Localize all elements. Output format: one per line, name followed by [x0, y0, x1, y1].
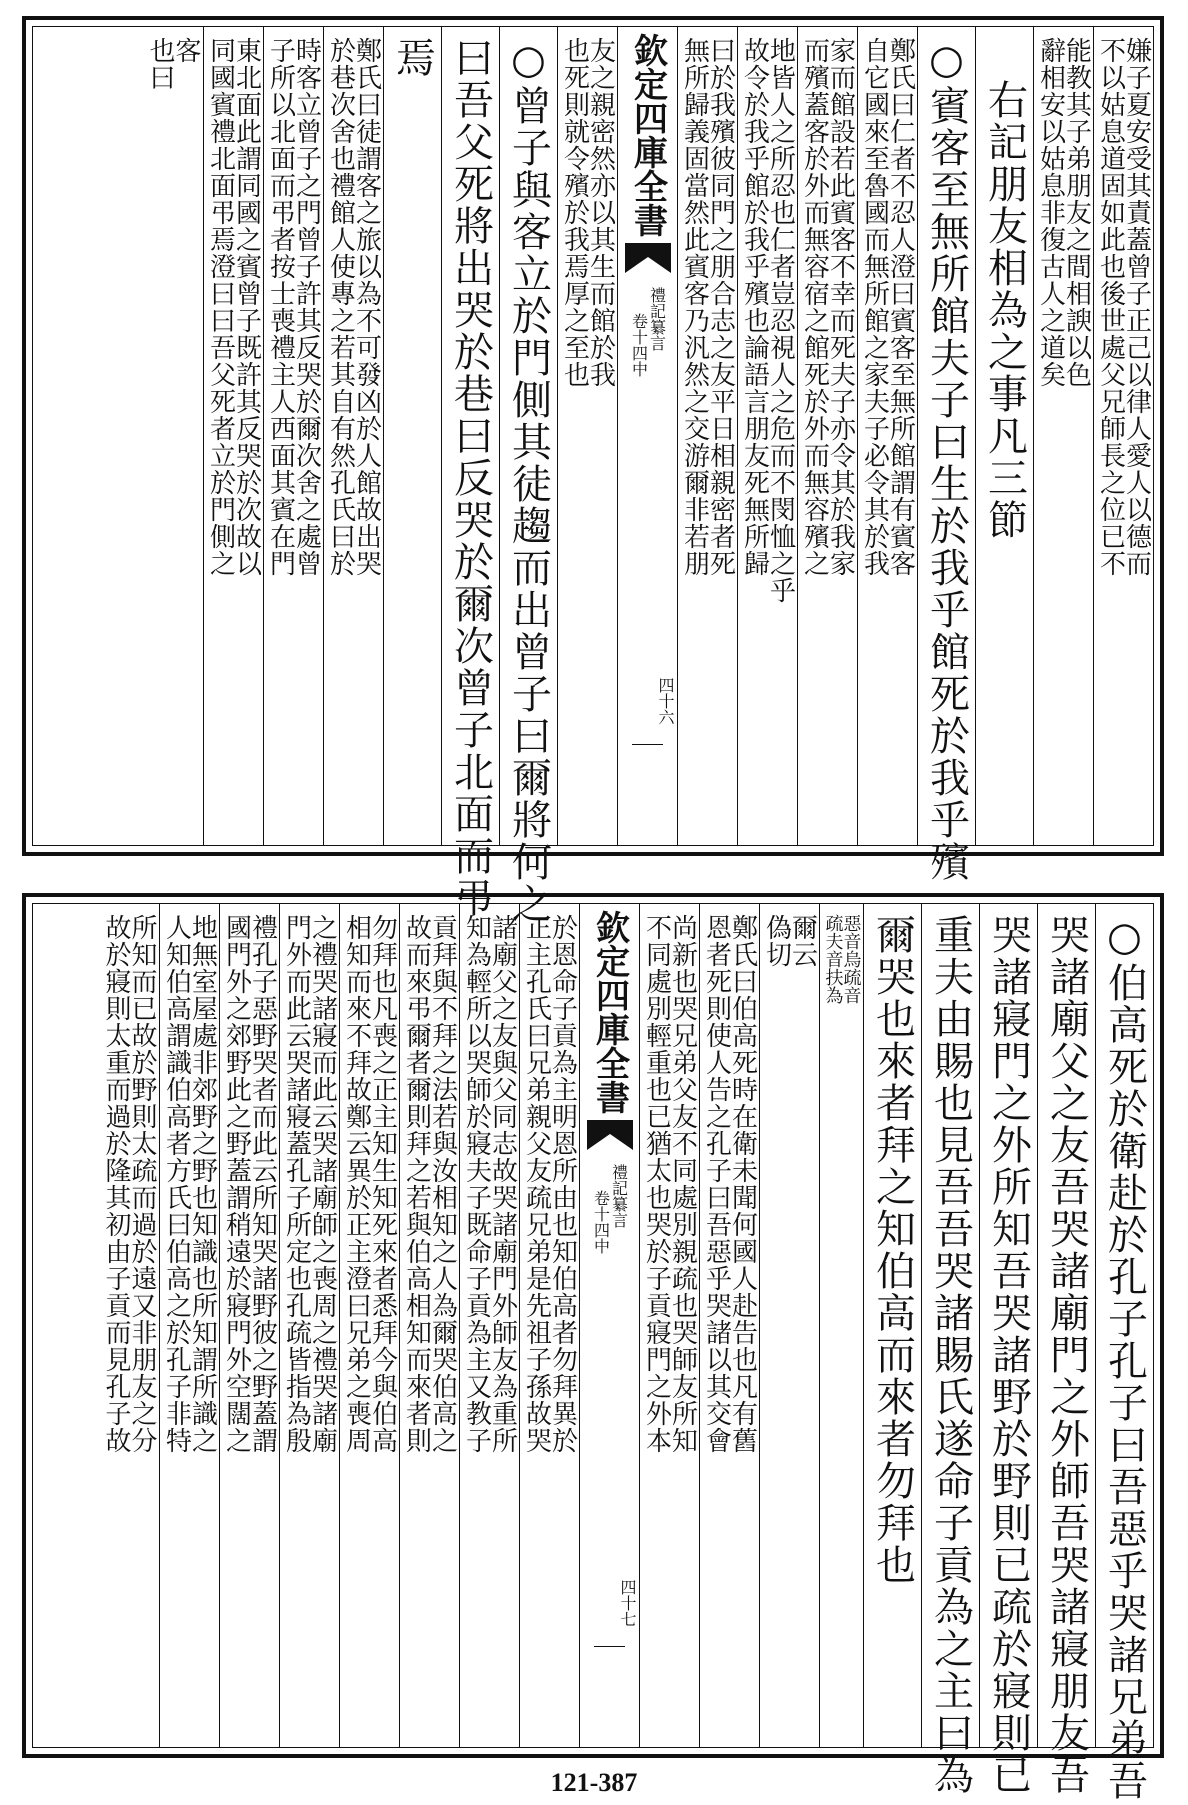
commentary-text-line: 門外而此云哭諸寢蓋孔子所定也孔疏皆指為殷 [281, 914, 312, 1454]
text-column [519, 904, 579, 1747]
text-column [557, 27, 617, 845]
commentary-text-line: 之禮哭諸寢而此云哭諸廟師之喪周之禮哭諸廟 [307, 914, 338, 1454]
text-column [863, 904, 921, 1747]
commentary-text-line: 國門外之郊野此之野蓋謂稍遠於寢門外空闊之 [221, 914, 252, 1454]
text-column [441, 27, 499, 919]
commentary-text-line: 而殯蓋客於外而無容宿之館死於外而無容殯之 [799, 37, 830, 577]
center-fold-column [579, 904, 639, 1747]
commentary-text-line: 客 [171, 37, 201, 64]
commentary-text-line: 嫌子夏安受其責蓋曾子正己以律人愛人以德而 [1121, 37, 1152, 577]
commentary-text-line: 地無室屋處非郊野之野也知識也所知謂所識之 [187, 914, 218, 1454]
main-text-line: 右記朋友相為之事凡三節 [981, 37, 1028, 541]
text-column [975, 27, 1033, 845]
commentary-text-line: 無所歸義固當然此賓客乃汎然之交游爾非若朋 [679, 37, 710, 577]
text-column [677, 27, 737, 845]
main-text-line: 焉 [389, 37, 436, 79]
commentary-text-line: 時客立曾子之門曾子許其反哭於爾次舍之處曾 [291, 37, 322, 577]
text-column [459, 904, 519, 1747]
text-column [857, 27, 917, 845]
text-column [917, 27, 975, 883]
book-title: 禮記纂言 [647, 287, 667, 351]
text-column [279, 904, 339, 1747]
text-column [1033, 27, 1093, 845]
main-text-line: 重夫由賜也見吾吾哭諸賜氏遂命子貢為之主曰為 [927, 914, 974, 1796]
commentary-text-line: 禮孔子惡野哭者而此云所知哭諸野彼之野蓋謂 [247, 914, 278, 1454]
text-column [263, 27, 323, 845]
commentary-text-line: 子所以北面而弔者按士喪禮主人西面其賓在門 [265, 37, 296, 577]
text-column [499, 27, 557, 925]
main-text-line: 哭諸寢門之外所知吾哭諸野於野則已疏於寢則已 [985, 914, 1032, 1796]
commentary-text-line: 故而來弔爾者爾則拜之若與伯高相知而來者則 [401, 914, 432, 1454]
commentary-text-line: 能教其子弟朋友之間相諛以色 [1061, 37, 1092, 388]
text-column [323, 27, 383, 845]
text-column [639, 904, 699, 1747]
fishtail-mark-icon [587, 1120, 633, 1150]
commentary-text-line: 鄭氏曰伯高死時在衛未聞何國人赴告也凡有舊 [727, 914, 758, 1454]
commentary-text-line: 所知而已故於野則太疏而過於遠又非朋友之分 [127, 914, 157, 1454]
commentary-text-line: 貢拜與不拜之法若與汝相知之人為爾哭伯高之 [427, 914, 458, 1454]
commentary-text-line: 家而館設若此賓客不幸而死夫子亦令其於我家 [825, 37, 856, 577]
commentary-text-line: 鄭氏曰仁者不忍人澄曰賓客至無所館謂有賓客 [885, 37, 916, 577]
commentary-text-line: 惡音烏疏音 [840, 914, 862, 1004]
commentary-text-line: 尚新也哭兄弟父友不同處別親疏也哭師友所知 [667, 914, 698, 1454]
text-column [797, 27, 857, 845]
commentary-text-line: 故於寢則太重而過於隆其初由子貢而見孔子故 [101, 914, 131, 1454]
main-text-line: 爾哭也來者拜之知伯高而來者勿拜也 [869, 914, 916, 1586]
center-fold-column [617, 27, 677, 845]
commentary-text-line: 偽切 [761, 914, 792, 968]
commentary-text-line: 爾云 [787, 914, 818, 968]
collection-title: 欽定四庫全書 [627, 33, 668, 237]
text-column [383, 27, 441, 845]
top-page-panel [22, 16, 1164, 925]
text-column [143, 27, 203, 845]
text-column [699, 904, 759, 1747]
commentary-text-line: 自它國來至魯國而無所館之家夫子必令其於我 [859, 37, 890, 577]
text-column [399, 904, 459, 1747]
leaf-number: 四十七 [618, 1579, 637, 1627]
text-column [159, 904, 219, 1747]
main-text-line: ○賓客至無所館夫子曰生於我乎館死於我乎殯 [923, 37, 970, 883]
text-column [339, 904, 399, 1747]
commentary-text-line: 故令於我乎館於我乎殯也論語言朋友死無所歸 [739, 37, 770, 577]
top-page-columns [32, 26, 1154, 925]
commentary-text-line: 知為輕所以哭師於寢夫子既命子貢為主又教子 [461, 914, 492, 1454]
commentary-text-line: 也死則就令殯於我焉厚之至也 [559, 37, 590, 388]
commentary-text-line: 人知伯高謂識伯高者方氏曰伯高之於孔子非特 [161, 914, 192, 1454]
text-column [1095, 904, 1153, 1802]
volume-label: 卷十四中 [629, 313, 649, 377]
commentary-text-line: 勿拜也凡喪之正主知生知死來者悉拜今與伯高 [367, 914, 398, 1454]
commentary-text-line: 曰於我殯彼同門之朋合志之友平日相親密者死 [705, 37, 736, 577]
commentary-text-line: 同國賓禮北面弔焉澄曰曰吾父死者立於門側之 [205, 37, 236, 577]
text-column [203, 27, 263, 845]
page-number: 121-387 [550, 1768, 638, 1797]
commentary-text-line: 恩者死則使人告之孔子曰吾惡乎哭諸以其交會 [701, 914, 732, 1454]
main-text-line: 哭諸廟父之友吾哭諸廟門之外師吾哭諸寢朋友吾 [1043, 914, 1090, 1796]
text-column [219, 904, 279, 1747]
text-column [979, 904, 1037, 1796]
commentary-text-line: 於恩命子貢為主明恩所由也知伯高者勿拜異於 [547, 914, 578, 1454]
fold-rule [594, 1646, 625, 1647]
main-text-line: ○曾子與客立於門側其徒趨而出曾子曰爾將何之 [505, 37, 552, 925]
leaf-number: 四十六 [656, 677, 675, 725]
main-text-line: ○伯高死於衛赴於孔子孔子曰吾惡乎哭諸兄弟吾 [1101, 914, 1148, 1802]
text-column [99, 904, 159, 1747]
commentary-text-line: 正主孔氏曰兄弟親父友疏兄弟是先祖子孫故哭 [521, 914, 552, 1454]
commentary-text-line: 諸廟父之友與父同志故哭諸廟門外師友為重所 [487, 914, 518, 1454]
text-column [737, 27, 797, 845]
commentary-text-line: 也曰 [145, 37, 175, 91]
text-column [759, 904, 819, 1747]
main-text-line: 曰吾父死將出哭於巷曰反哭於爾次曾子北面而弔 [447, 37, 494, 919]
book-title: 禮記纂言 [609, 1164, 629, 1228]
commentary-text-line: 友之親密然亦以其生而館於我 [585, 37, 616, 388]
commentary-text-line: 地皆人之所忍也仁者豈忍視人之危而不閔恤之乎 [765, 37, 796, 604]
text-column [921, 904, 979, 1796]
text-column [819, 904, 863, 1747]
fishtail-mark-icon [625, 243, 671, 273]
commentary-text-line: 不以姑息道固如此也後世處父兄師長之位已不 [1095, 37, 1126, 577]
volume-label: 卷十四中 [591, 1190, 611, 1254]
commentary-text-line: 鄭氏曰徒謂客之旅以為不可發凶於人館故出哭 [351, 37, 382, 577]
commentary-text-line: 辭相安以姑息非復古人之道矣 [1035, 37, 1066, 388]
text-column [1037, 904, 1095, 1796]
fold-rule [632, 744, 663, 745]
commentary-text-line: 疏夫音扶為 [822, 914, 844, 1004]
commentary-text-line: 東北面此謂同國之賓曾子既許其反哭於次故以 [231, 37, 262, 577]
collection-title: 欽定四庫全書 [589, 910, 630, 1114]
text-column [1093, 27, 1153, 845]
commentary-text-line: 相知而來不拜故鄭云異於正主澄曰兄弟之喪周 [341, 914, 372, 1454]
commentary-text-line: 於巷次舍也禮館人使專之若其自有然孔氏曰於 [325, 37, 356, 577]
commentary-text-line: 不同處別輕重也已猶太也哭於子貢寢門之外本 [641, 914, 672, 1454]
